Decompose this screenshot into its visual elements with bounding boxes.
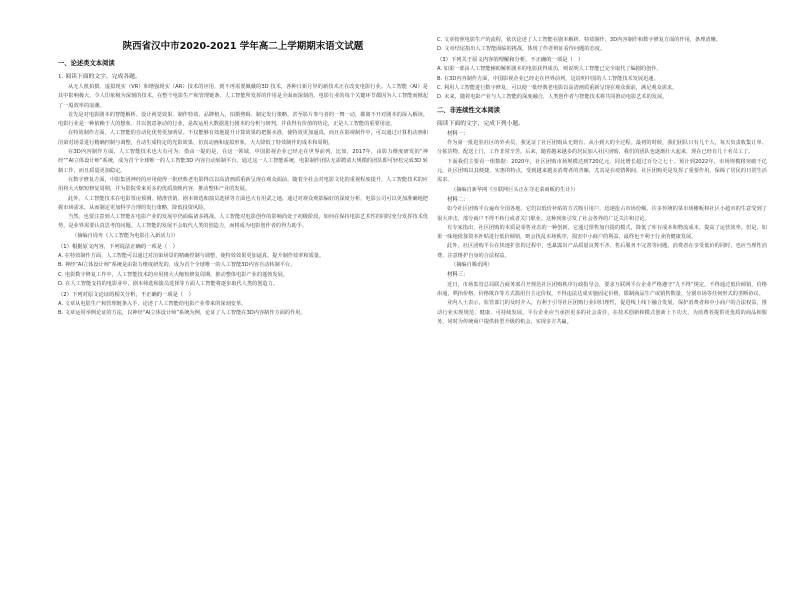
paragraph: 作为第一批进驻社区的外卖员，我见证了社区团购从无到有、从小到大的全过程。最初的时候，我们团队只有几个人，每天负责收集订单、分拣货物、配送上门，工作非常辛苦。后来，随着越来越多的居民加入社区团购，我们的团队也逐渐壮大起来，现在已经有几十名员工了。 xyxy=(437,140,767,156)
reading-intro: 1. 阅读下面的文字，完成各题。 xyxy=(58,74,141,80)
paragraph: 从无人机拍摄、虚拟现实（VR）和增强现实（AR）技术的应用，到不再需要佩戴的3D 技术，各种日新月异的新技术正在改变电影行业。人工智能（AI）是其中影响极大、令人印象极为深刻的技术。在整个电影生产和管理链条，人工智能所发挥的作用是全面而深刻的，电影行业的每个关键环节都因为人工智能而掀起了一股效率的浪潮。 xyxy=(58,84,428,109)
option-a: A. 如果一部由人工智能辅助解析剧本的电影获得成功，则说明人工智能已完全取代了编剧的创作。 xyxy=(437,66,662,73)
option-b: B. 在3D内容制作方面，中国影视企业已经走在世界前列，这说明中国的人工智能技术发展迅速。 xyxy=(437,75,659,82)
reading-intro-2: 阅读下面的文字，完成下列小题。 xyxy=(437,120,524,127)
question-2: （2）下列对原文论证的相关分析，不正确的一项是（ ） xyxy=(58,291,194,298)
option-b: B. 文章运用举例论证的方法，以神经“AI立体设计师”系统为例，论证了人工智能在3D内容制作方面的作用。 xyxy=(58,310,306,317)
option-d: D. 在人工智能支持的电影业中，剧本筛选和演员选择等方面人工智能将逐步取代人类的创造力。 xyxy=(58,280,278,287)
option-c: C. 电影数字修复工作中，人工智能技术的应用将大大缩短修复周期，推动整体电影产业的蓬勃发展。 xyxy=(58,271,288,278)
question-3: （3）下列关于原文内容的理解和分析，不正确的一项是（ ） xyxy=(437,57,584,64)
option-c: C. 利用人工智能进行数字修复，可以使一批经典老电影以高清画质重新呈现在观众面前，满足观众需求。 xyxy=(437,84,678,91)
left-column xyxy=(58,0,428,599)
source-citation: （摘编自新华网《互联网巨头正在夺走菜商贩的生计》） xyxy=(451,186,579,193)
paragraph: 近日，市场监管总局联合商务部召开规范社区团购秩序行政指导会，要求互联网平台企业严格遵守“九不得”规定，不得通过低价倾销、价格串通、哄抬价格、价格欺诈等方式滥用自主定价权，不得违法达成实施固定价格、限制商品生产或销售数量、分割市场等任何形式的垄断协议。 xyxy=(437,281,767,297)
material-1-label: 材料一： xyxy=(447,130,469,137)
option-c: C. 文章按照电影生产的流程，依次论述了人工智能在剧本解析、特效制作、3D内容制作和数字修复方面的作用，条理清晰。 xyxy=(437,37,721,43)
option-b: B. 神经“AI立体设计师”系统是由影力维度研发的，成为首个全球唯一的人工智能3D内容自动转制平台。 xyxy=(58,262,296,269)
paragraph: 在特效制作方面，人工智能的自动化优势更加明显。不仅能够有效地提升计算效果的把握水准，使特效更加逼真，而且在影视制作中，可以通过计算机动画和渲染对场景进行精确控制与调整，自动生成特定的光影效果、仿真动画和虚拟形象，大大降低了特效制作的成本和周期。 xyxy=(58,130,428,146)
source-citation: （摘编自周舟《人工智能为电影注入新活力》） xyxy=(72,232,179,239)
paragraph: 此外，人工智能技术在电影票房预测、精准营销、剧本筛选和演员选择等方面也大有用武之地。通过对观众观影偏好的深度分析，电影公司可以更加准确地把握市场需求，从而制定更加科学合理的发行策略，降低投资风险。 xyxy=(58,195,428,211)
paragraph: 业内人士表示，监管部门的及时介入，有利于引导社区团购行业回归理性，促进线上线下融合发展，保护消费者和中小商户的合法权益，推动行业实现规范、健康、可持续发展。平台企业应当承担更多的社会责任，在技术创新和模式创新上下功夫，为消费者提供更优质的商品和服务，同时为传统商户提供转型升级的机会，实现多方共赢。 xyxy=(437,300,767,325)
material-3-label: 材料三： xyxy=(447,272,469,279)
paragraph: 首先是对电影剧本的智能解析。设计视觉效果、制作特效、品牌植入、拍摄剪辑、制定发行策略，甚至影片参与者的一舞一动，都离不开对剧本的深入解读。电影行业是一种依赖于人的想象、并以创意驱动的行业，是故运用大数据进行剧本的分析与研判，并获得有价值的结论，正是人工智能的重要用途。 xyxy=(58,111,428,128)
option-a: A. 文章从电影生产和管理链条入手，论述了人工智能给电影产业带来的深刻变革。 xyxy=(58,301,247,308)
paragraph: 在数字修复方面，中影集团神经的应用使得一批经典老电影得以以高清画质重新呈现在观众面前。随着全社会对电影文化的重视程度提升，人工智能技术的应用将大大缩短修复周期，并为影院带来更多的优质放映内容，推动整体产业的发展。 xyxy=(58,176,428,193)
question-1: （1）根据原文内容，下列说法正确的一项是（ ） xyxy=(58,244,178,251)
paragraph: 有专家指出，社区团购的本质是零售业态的一种创新，它通过预售加自提的模式，降低了库存成本和物流成本，提高了运营效率。但是，如果一味地依靠资本补贴进行低价倾销，则会扰乱市场秩序，损害中小商户的利益，最终也不利于行业的健康发展。 xyxy=(437,224,767,241)
option-d: D. 文章结尾指出人工智能面临的挑战，体现了作者辩证看待问题的态度。 xyxy=(437,46,606,53)
section-heading-1: 一、论述类文本阅读 xyxy=(58,60,115,67)
page-title: 陕西省汉中市2020-2021 学年高二上学期期末语文试题 xyxy=(122,41,364,52)
section-heading-2: 二、非连续性文本阅读 xyxy=(437,106,500,114)
option-a: A. 在特效制作方面，人工智能可以通过对渲染场景的精确控制与调整，使特效效果更加逼真，提升制作效率和质量。 xyxy=(58,253,325,260)
paragraph: 下面我们主要看一组数据：2020年，社区团购市场规模达到720亿元，同比增长超过百分之七十。预计到2022年，市场规模将突破千亿元。社区团购以其便捷、实惠的特点，受到越来越多消费者的青睐，尤其是在疫情期间，社区团购更是发挥了重要作用，保障了居民的日常生活需求。 xyxy=(437,158,767,184)
option-d: D. 未来，随着电影产业与人工智能的深度融合，人类创作者与智能技术将共同推动电影艺术的发展。 xyxy=(437,93,668,100)
right-column xyxy=(437,0,767,597)
source-citation: （摘编自腾讯网） xyxy=(451,262,493,269)
paragraph: 在3D内容制作方面，人工智能技术也大有可为：借由一提的是，在这一领域，中国影视企业已经走在世界前列。比如，2017年，由影力维度研发的“神经”“AI立体设计师”系统，成为首个全球唯一的人工智能3D 内容自动转制平台，通过这一人工智能系统，电影制作团队无需聘请大规模的团队即可轻松完成3D 转制工作，而且质量更加稳定。 xyxy=(58,149,428,174)
material-2-label: 材料二： xyxy=(447,196,469,203)
paragraph: 当然，也要注意到人工智能在电影产业的发展中仍面临诸多挑战。人工智能对电影创作的影响尚处于初级阶段，如何在保持电影艺术性的同时充分发挥技术优势，是业界需要认真思考的问题。人工智能的发展不会取代人类的创造力，而将成为电影创作者的得力助手。 xyxy=(58,214,428,230)
paragraph: 如今社区团购平台遍布全国各地，它们以低价补贴的方式吸引用户，迅速抢占市场份额。许多传统的菜市场摊贩和社区小超市的生意受到了很大冲击，部分商户不得不转行或者关门歇业。这种现象引发了社会各界的广泛关注和讨论。 xyxy=(437,206,767,222)
paragraph: 此外，社区团购平台在快速扩张的过程中，也暴露出产品质量良莠不齐、售后服务不完善等问题。消费者在享受低价的同时，也应当理性消费，注意维护自身的合法权益。 xyxy=(437,243,767,259)
